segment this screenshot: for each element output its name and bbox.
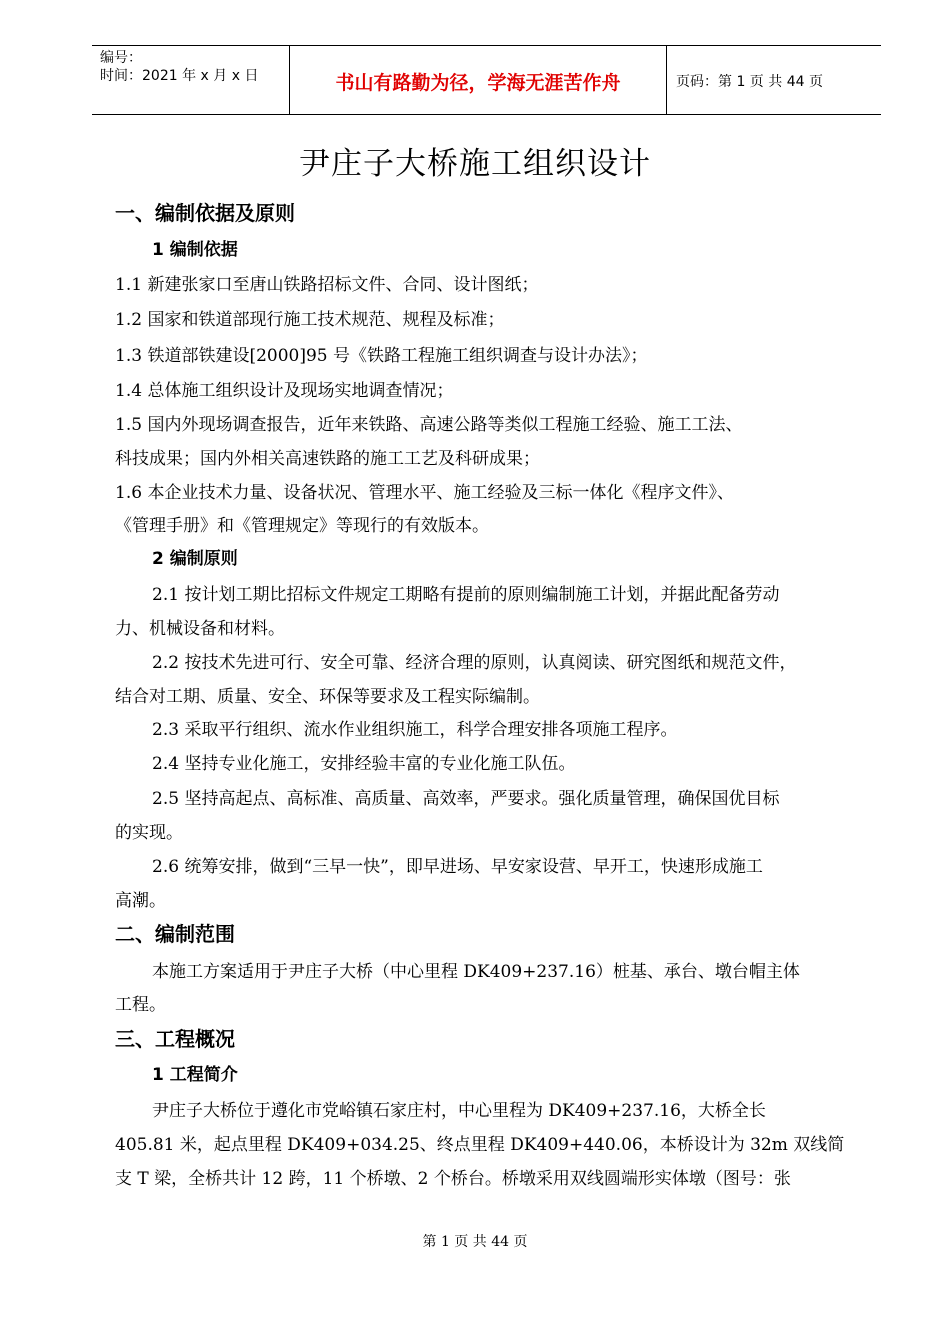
code-label: 编号： — [100, 50, 142, 66]
subheading-basis: 1 编制依据 — [152, 240, 238, 260]
section-heading-overview: 三、工程概况 — [115, 1027, 235, 1051]
paragraph-line: 1.6 本企业技术力量、设备状况、管理水平、施工经验及三标一体化《程序文件》、 — [115, 483, 734, 503]
subheading-intro: 1 工程简介 — [152, 1065, 238, 1085]
paragraph-line: 1.1 新建张家口至唐山铁路招标文件、合同、设计图纸； — [115, 275, 539, 295]
paragraph-line: 2.1 按计划工期比招标文件规定工期略有提前的原则编制施工计划，并据此配备劳动 — [152, 585, 780, 605]
paragraph-line: 2.3 采取平行组织、流水作业组织施工，科学合理安排各项施工程序。 — [152, 720, 678, 740]
paragraph-line: 结合对工期、质量、安全、环保等要求及工程实际编制。 — [115, 687, 540, 707]
time-label: 时间：2021 年 x 月 x 日 — [100, 68, 259, 84]
section-heading-scope: 二、编制范围 — [115, 922, 235, 946]
header-meta — [100, 49, 258, 85]
paragraph-line: 尹庄子大桥位于遵化市党峪镇石家庄村，中心里程为 DK409+237.16，大桥全长 — [152, 1101, 766, 1121]
document-title: 尹庄子大桥施工组织设计 — [299, 146, 651, 182]
paragraph-line: 1.3 铁道部铁建设[2000]95 号《铁路工程施工组织调查与设计办法》； — [115, 346, 648, 366]
paragraph-line: 工程。 — [115, 995, 166, 1015]
paragraph-line: 《管理手册》和《管理规定》等现行的有效版本。 — [115, 516, 489, 536]
paragraph-line: 的实现。 — [115, 823, 183, 843]
paragraph-line: 2.6 统筹安排，做到“三早一快”，即早进场、早安家设营、早开工，快速形成施工 — [152, 857, 763, 877]
paragraph-line: 1.2 国家和铁道部现行施工技术规范、规程及标准； — [115, 310, 505, 330]
page-header — [92, 45, 881, 115]
header-motto: 书山有路勤为径，学海无涯苦作舟 — [335, 72, 621, 94]
subheading-principles: 2 编制原则 — [152, 549, 238, 569]
paragraph-line: 2.5 坚持高起点、高标准、高质量、高效率，严要求。强化质量管理，确保国优目标 — [152, 789, 780, 809]
section-heading-basis: 一、编制依据及原则 — [115, 201, 295, 225]
header-page-info: 页码：第 1 页 共 44 页 — [676, 74, 823, 90]
paragraph-line: 2.2 按技术先进可行、安全可靠、经济合理的原则，认真阅读、研究图纸和规范文件， — [152, 653, 797, 673]
page-footer: 第 1 页 共 44 页 — [422, 1234, 528, 1250]
paragraph-line: 1.4 总体施工组织设计及现场实地调查情况； — [115, 381, 454, 401]
paragraph-line: 力、机械设备和材料。 — [115, 619, 285, 639]
paragraph-line: 支 T 梁，全桥共计 12 跨，11 个桥墩、2 个桥台。桥墩采用双线圆端形实体墩（图号：张 — [115, 1169, 791, 1189]
paragraph-line: 1.5 国内外现场调查报告，近年来铁路、高速公路等类似工程施工经验、施工工法、 — [115, 415, 743, 435]
paragraph-line: 本施工方案适用于尹庄子大桥（中心里程 DK409+237.16）桩基、承台、墩台帽主体 — [152, 962, 800, 982]
header-divider-right — [666, 46, 667, 114]
paragraph-line: 2.4 坚持专业化施工，安排经验丰富的专业化施工队伍。 — [152, 754, 576, 774]
paragraph-line: 科技成果；国内外相关高速铁路的施工工艺及科研成果； — [115, 449, 540, 469]
paragraph-line: 高潮。 — [115, 891, 166, 911]
paragraph-line: 405.81 米，起点里程 DK409+034.25、终点里程 DK409+440.06，本桥设计为 32m 双线简 — [115, 1135, 845, 1155]
